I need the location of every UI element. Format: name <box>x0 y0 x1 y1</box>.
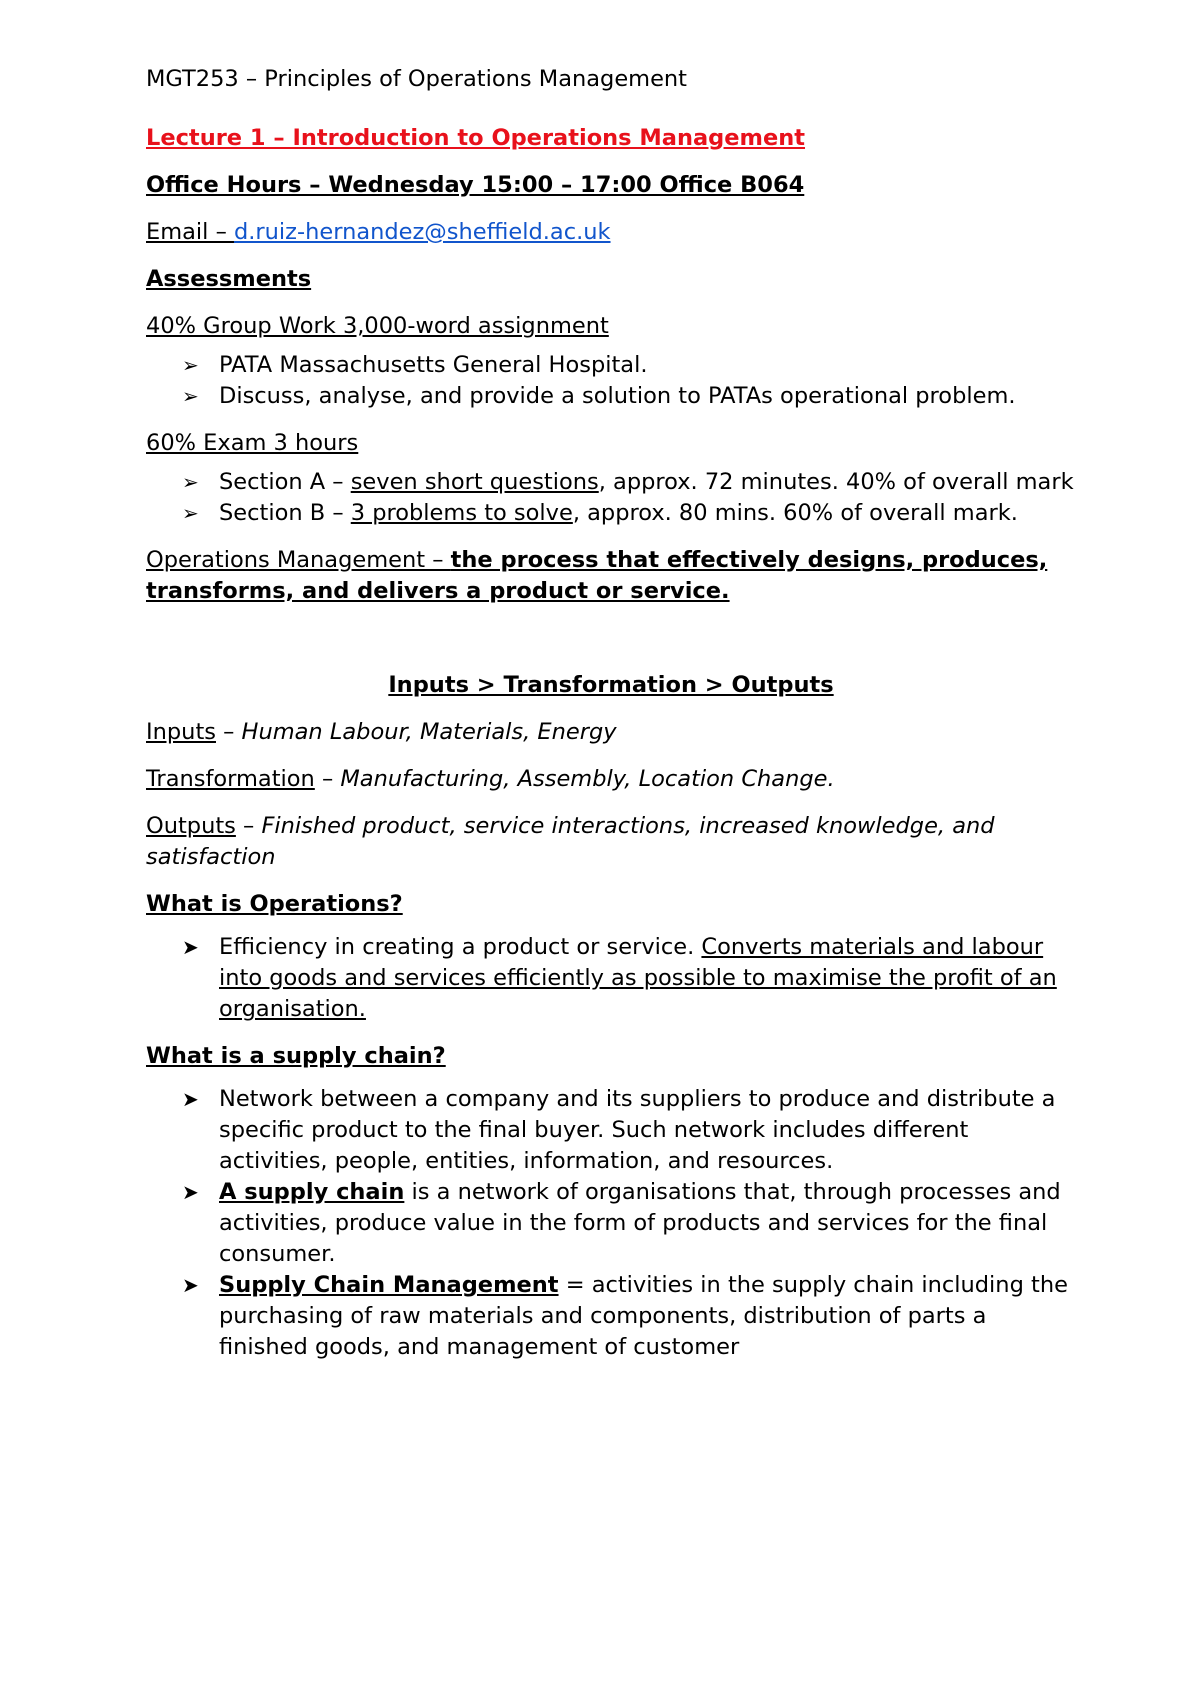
section-b-underlined: 3 problems to solve <box>350 500 573 526</box>
list-item <box>146 350 1076 381</box>
inputs-line <box>146 717 1076 748</box>
course-header <box>146 64 1076 95</box>
assessments-heading <box>146 264 1076 295</box>
spacer <box>146 111 1076 123</box>
email-link[interactable]: d.ruiz-hernandez@sheffield.ac.uk <box>233 219 611 245</box>
definition-text: the process that effectively designs, produces, transforms, and delivers a product or service. <box>146 547 1048 604</box>
exam-heading <box>146 428 1076 459</box>
arrow-bullet-icon: ➤ <box>182 1180 199 1204</box>
operations-item-underlined: Converts materials and labour into goods and services efficiently as possible to maximise the profit of an organisation. <box>219 934 1057 1022</box>
list-item-text: PATA Massachusetts General Hospital. <box>219 352 648 378</box>
arrow-bullet-icon: ➤ <box>182 1273 199 1297</box>
definition-term: Operations Management – <box>146 547 451 573</box>
arrow-bullet-icon: ➢ <box>182 384 199 408</box>
flow-heading-text: Inputs > Transformation > Outputs <box>388 672 834 698</box>
list-item <box>146 932 1076 1025</box>
list-item <box>146 1270 1076 1363</box>
document-page <box>146 64 1076 1379</box>
inputs-sep: – <box>215 719 242 745</box>
outputs-sep: – <box>235 813 262 839</box>
supply-chain-term: A supply chain <box>219 1179 405 1205</box>
assessments-heading-text: Assessments <box>146 266 312 292</box>
arrow-bullet-icon: ➢ <box>182 501 199 525</box>
operations-list <box>146 932 1076 1025</box>
arrow-bullet-icon: ➢ <box>182 353 199 377</box>
arrow-bullet-icon: ➤ <box>182 935 199 959</box>
operations-heading <box>146 889 1076 920</box>
group-work-heading-text: 40% Group Work 3,000-word assignment <box>146 313 609 339</box>
office-hours <box>146 170 1076 201</box>
arrow-bullet-icon: ➢ <box>182 470 199 494</box>
outputs-label: Outputs <box>146 813 236 839</box>
list-item <box>146 498 1076 529</box>
lecture-title <box>146 123 1076 154</box>
group-work-heading <box>146 311 1076 342</box>
inputs-text: Human Labour, Materials, Energy <box>241 719 617 745</box>
section-a-suffix: , approx. 72 minutes. 40% of overall mark <box>598 469 1074 495</box>
lecture-title-text: Lecture 1 – Introduction to Operations Management <box>146 125 806 151</box>
supply-chain-item-2: is a network of organisations that, through processes and activities, produce value in the form of products and services for the final consumer. <box>219 1179 1061 1267</box>
supply-chain-list <box>146 1084 1076 1363</box>
exam-heading-text: 60% Exam 3 hours <box>146 430 359 456</box>
outputs-line <box>146 811 1076 873</box>
supply-chain-heading-text: What is a supply chain? <box>146 1043 446 1069</box>
exam-list <box>146 467 1076 529</box>
outputs-text: Finished product, service interactions, increased knowledge, and satisfaction <box>146 813 995 870</box>
email-label: Email – <box>146 219 234 245</box>
transformation-label: Transformation <box>146 766 315 792</box>
arrow-bullet-icon: ➤ <box>182 1087 199 1111</box>
list-item <box>146 467 1076 498</box>
operations-item-plain: Efficiency in creating a product or service. <box>219 934 702 960</box>
operations-heading-text: What is Operations? <box>146 891 403 917</box>
section-b-prefix: Section B – <box>219 500 351 526</box>
section-b-suffix: , approx. 80 mins. 60% of overall mark. <box>572 500 1018 526</box>
transformation-line <box>146 764 1076 795</box>
course-title: MGT253 – Principles of Operations Management <box>146 66 687 92</box>
section-a-underlined: seven short questions <box>350 469 599 495</box>
list-item <box>146 1084 1076 1177</box>
list-item <box>146 381 1076 412</box>
list-item <box>146 1177 1076 1270</box>
supply-chain-item-1: Network between a company and its suppliers to produce and distribute a specific product to the final buyer. Such network includes different activities, people, entities, information, and resources. <box>219 1086 1056 1174</box>
email-line <box>146 217 1076 248</box>
supply-chain-item-3: = activities in the supply chain including the purchasing of raw materials and components, distribution of parts a finished goods, and management of customer <box>219 1272 1068 1360</box>
transformation-text: Manufacturing, Assembly, Location Change. <box>340 766 835 792</box>
supply-chain-heading <box>146 1041 1076 1072</box>
section-a-prefix: Section A – <box>219 469 351 495</box>
office-hours-text: Office Hours – Wednesday 15:00 – 17:00 Office B064 <box>146 172 805 198</box>
spacer <box>146 623 1076 654</box>
list-item-text: Discuss, analyse, and provide a solution to PATAs operational problem. <box>219 383 1016 409</box>
flow-heading <box>146 670 1076 701</box>
scm-term: Supply Chain Management <box>219 1272 559 1298</box>
operations-management-definition <box>146 545 1076 607</box>
transformation-sep: – <box>314 766 341 792</box>
inputs-label: Inputs <box>146 719 216 745</box>
group-work-list <box>146 350 1076 412</box>
